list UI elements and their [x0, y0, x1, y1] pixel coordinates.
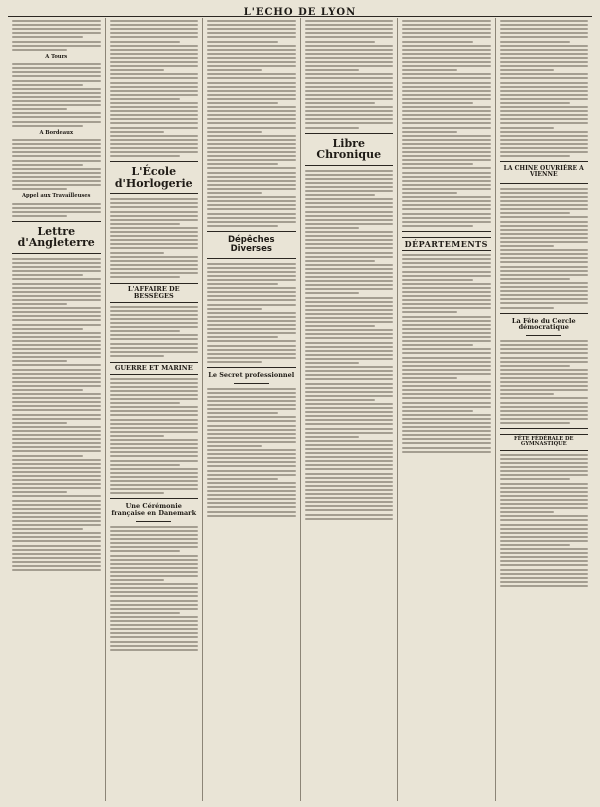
article-body	[402, 254, 491, 453]
column-3	[203, 18, 301, 801]
divider	[12, 253, 101, 254]
divider	[207, 367, 296, 368]
divider	[305, 133, 394, 134]
article-body	[110, 306, 199, 357]
article-body	[12, 139, 101, 190]
divider	[110, 193, 199, 194]
article-body	[500, 20, 589, 157]
article-body	[110, 20, 199, 157]
newspaper-title: L'ECHO DE LYON	[243, 7, 357, 18]
divider	[110, 161, 199, 162]
divider	[305, 165, 394, 166]
article-body	[110, 198, 199, 278]
divider	[526, 335, 561, 336]
article-body	[500, 454, 589, 587]
column-4	[301, 18, 399, 801]
article-body	[500, 340, 589, 424]
divider	[402, 231, 491, 232]
article-headline: A Tours	[45, 53, 68, 60]
divider	[12, 221, 101, 222]
article-headline: A Bordeaux	[39, 129, 74, 136]
column-5	[398, 18, 496, 801]
divider	[207, 258, 296, 259]
column-2	[106, 18, 204, 801]
article-headline: Lettre d'Angleterre	[17, 224, 95, 250]
column-6	[496, 18, 593, 801]
article-body	[305, 20, 394, 128]
article-body	[12, 203, 101, 217]
divider	[110, 498, 199, 499]
article-headline: La Fête du Cercle démocratique	[511, 316, 576, 332]
divider	[500, 428, 589, 429]
article-headline: DÉPARTEMENTS	[402, 237, 491, 251]
article-body	[12, 20, 101, 51]
article-headline: L'AFFAIRE DE BESSÈGES	[110, 283, 199, 303]
article-headline: FÊTE FÉDÉRALE DE GYMNASTIQUE	[500, 434, 589, 451]
article-body	[12, 258, 101, 571]
column-1	[8, 18, 106, 801]
article-body	[12, 63, 101, 126]
divider	[500, 313, 589, 314]
masthead	[8, 0, 592, 17]
divider	[234, 383, 269, 384]
article-headline: GUERRE ET MARINE	[110, 362, 199, 375]
article-body	[110, 526, 199, 651]
article-headline: L'École d'Horlogerie	[114, 165, 193, 190]
divider	[500, 161, 589, 162]
article-body	[500, 188, 589, 309]
article-body	[402, 20, 491, 227]
article-body	[207, 263, 296, 363]
divider	[136, 521, 171, 522]
article-body	[110, 378, 199, 495]
columns	[8, 18, 592, 801]
article-headline: Appel aux Travailleuses	[22, 193, 91, 200]
article-headline: Dépêches Diverses	[227, 234, 275, 254]
divider	[500, 183, 589, 184]
article-headline: Une Cérémonie française en Danemark	[111, 502, 197, 518]
article-headline: Libre Chronique	[316, 136, 382, 162]
divider	[207, 231, 296, 232]
article-body	[207, 388, 296, 517]
article-headline: LA CHINE OUVRIÈRE A VIENNE	[503, 165, 584, 179]
article-body	[305, 170, 394, 520]
article-body	[207, 20, 296, 227]
article-headline: Le Secret professionnel	[208, 370, 295, 379]
